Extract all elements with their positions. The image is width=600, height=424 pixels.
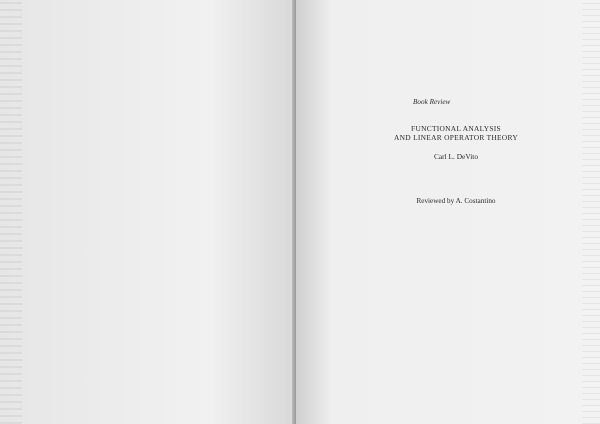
right-page — [296, 0, 600, 424]
paragraph — [32, 36, 278, 40]
review-title — [356, 124, 556, 142]
running-header — [32, 27, 272, 30]
paragraph — [32, 36, 278, 40]
section-kicker: Book Review — [413, 98, 451, 106]
title-line: AND LINEAR OPERATOR THEORY — [394, 133, 518, 142]
reviewer-line: Reviewed by A. Costantino — [416, 197, 496, 205]
signature-name — [38, 312, 188, 315]
left-page — [0, 0, 296, 424]
paragraph — [32, 36, 278, 40]
author-signature-block — [38, 312, 188, 315]
signature-department — [38, 312, 188, 315]
page-edge-noise — [0, 0, 22, 424]
left-body-text — [32, 36, 278, 40]
book-author: Carl L. DeVito — [433, 152, 479, 161]
signature-city — [38, 312, 188, 315]
signature-institution — [38, 312, 188, 315]
title-line: FUNCTIONAL ANALYSIS — [411, 124, 501, 133]
paragraph — [330, 212, 582, 217]
right-body-text — [330, 212, 582, 217]
paragraph — [330, 212, 582, 217]
page-edge-noise — [582, 0, 600, 424]
